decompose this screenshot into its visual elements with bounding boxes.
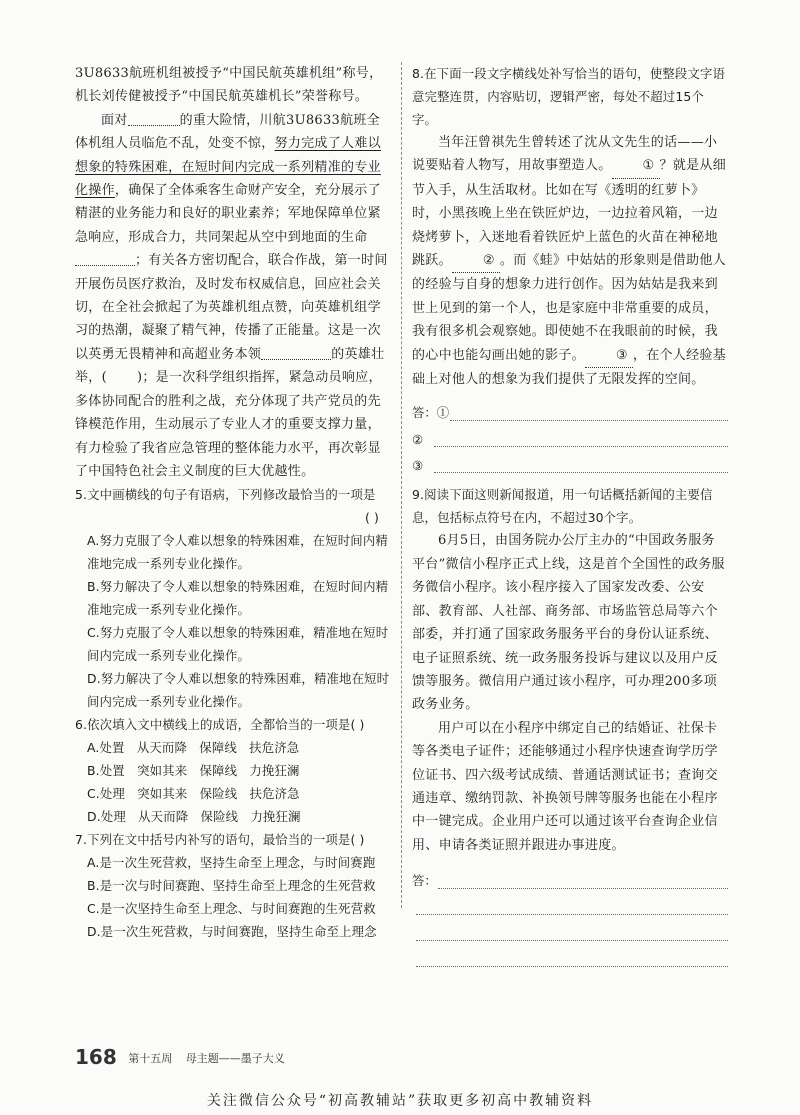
q8-answer-3[interactable]: ③ bbox=[412, 447, 728, 473]
q7-option-b[interactable]: B.是一次与时间赛跑、坚持生命至上理念的生死营救 bbox=[87, 878, 376, 894]
page-number: 168 bbox=[75, 1045, 117, 1069]
week-label: 第十五周 bbox=[128, 1052, 173, 1065]
q7-option-c[interactable]: C.是一次坚持生命至上理念、与时间赛跑的生死营救 bbox=[87, 901, 376, 917]
question-9: 9.阅读下面这则新闻报道，用一句话概括新闻的主要信息，包括标点符号在内，不超过30个字。 bbox=[412, 487, 713, 526]
page-footer bbox=[75, 1045, 285, 1069]
q9-answer-line-4[interactable] bbox=[412, 941, 728, 967]
news-paragraph-2: 用户可以在小程序中绑定自己的结婚证、社保卡等各类电子证件；还能够通过小程序快速查询学历学位证书、四六级考试成绩、普通话测试证书；查询交通违章、缴纳罚款、补换领号牌等服务也能在小程序中一键完成。企业用户还可以通过该平台查询企业信用、申请各类证照并跟进办事进度。 bbox=[412, 720, 718, 853]
left-column bbox=[75, 62, 393, 943]
q5-option-a[interactable]: A.努力克服了令人难以想象的特殊困难，在短时间内精准地完成一系列专业化操作。 bbox=[87, 533, 388, 572]
question-5-answer-paren: ( ) bbox=[364, 510, 379, 526]
answer-line[interactable] bbox=[416, 926, 728, 941]
q5-option-d[interactable]: D.努力解决了令人难以想象的特殊困难，精准地在短时间内完成一系列专业化操作。 bbox=[87, 671, 390, 710]
answer-line[interactable] bbox=[434, 432, 728, 447]
answer-line[interactable] bbox=[416, 952, 728, 967]
underlined-sentence: 努力完成了人难以想象的特殊困难，在短时间内完成一系列精准的专业化操作 bbox=[75, 136, 381, 199]
answer-line[interactable] bbox=[434, 458, 728, 473]
q6-option-a[interactable]: A.处置 从天而降 保障线 扶危济急 bbox=[87, 740, 300, 756]
q6-option-b[interactable]: B.处置 突如其来 保障线 力挽狂澜 bbox=[87, 763, 300, 779]
blank-3 bbox=[261, 345, 331, 360]
blank-1 bbox=[128, 111, 180, 126]
award-paragraph: 3U8633航班机组被授予“中国民航英雄机组”称号，机长刘传健被授予“中国民航英雄机长”荣誉称号。 bbox=[75, 66, 383, 105]
q9-answer[interactable]: 答： bbox=[412, 863, 728, 889]
q8-answer-1[interactable]: 答：① bbox=[412, 395, 728, 421]
right-column bbox=[412, 62, 728, 967]
q5-option-b[interactable]: B.努力解决了令人难以想象的特殊困难，在短时间内精准地完成一系列专业化操作。 bbox=[87, 579, 389, 618]
blank-marker-3: ③ bbox=[585, 344, 633, 368]
column-divider bbox=[401, 62, 402, 908]
question-5: 5.文中画横线的句子有语病，下列修改最恰当的一项是 bbox=[75, 487, 376, 503]
blank-2 bbox=[75, 251, 135, 266]
blank-marker-2: ② bbox=[452, 249, 500, 273]
answer-line[interactable] bbox=[450, 406, 728, 421]
q8-answer-2[interactable]: ② bbox=[412, 421, 728, 447]
q9-answer-line-2[interactable] bbox=[412, 889, 728, 915]
q7-option-a[interactable]: A.是一次生死营救，坚持生命至上理念，与时间赛跑 bbox=[87, 855, 376, 871]
q6-option-c[interactable]: C.处理 突如其来 保险线 扶危济急 bbox=[87, 786, 300, 802]
q9-answer-line-3[interactable] bbox=[412, 915, 728, 941]
answer-line[interactable] bbox=[416, 900, 728, 915]
blank-marker-1: ① bbox=[612, 154, 660, 178]
theme-label: 母主题——墨子大义 bbox=[185, 1052, 285, 1065]
question-6: 6.依次填入文中横线上的成语，全都恰当的一项是( ) bbox=[75, 717, 365, 733]
question-7: 7.下列在文中括号内补写的语句，最恰当的一项是( ) bbox=[75, 832, 365, 848]
q5-option-c[interactable]: C.努力克服了令人难以想象的特殊困难，精准地在短时间内完成一系列专业化操作。 bbox=[87, 625, 389, 664]
question-8: 8.在下面一段文字横线处补写恰当的语句，使整段文字语意完整连贯，内容贴切，逻辑严密，每处不超过15个字。 bbox=[412, 66, 726, 127]
passage-paragraph: 面对 的重大险情，川航3U8633航班全体机组人员临危不乱，处变不惊，努力完成了人难以想象的特殊困难，在短时间内完成一系列精准的专业化操作，确保了全体乘客生命财产安全，充分展示了精湛的业务能力和良好的职业素养；军地保障单位紧急响应，形成合力，共同架起从空中到地面的生命；有关各方密切配合，联合作战，第一时间开展伤员医疗救治，及时发布权威信息，回应社会关切，在全社会掀起了为英雄机组点赞，向英雄机组学习的热潮，凝聚了精气神，传播了正能量。这是一次以英勇无畏精神和高超业务本领 的英雄壮举，( )；是一次科学组织指挥，紧急动员响应，多体协同配合的胜利之战，充分体现了共产党员的先锋模范作用，生动展示了专业人才的重要支撑力量，有力检验了我省应急管理的整体能力水平，再次彰显了中国特色社会主义制度的巨大优越性。 bbox=[75, 112, 388, 479]
question-8-passage: 当年汪曾祺先生曾转述了沈从文先生的话——小说要贴着人物写，用故事塑造人。 ① ？就是从细节入手，从生活取材。比如在写《透明的红萝卜》时，小黑孩晚上坐在铁匠炉边，一边拉着风箱，一边烧烤萝卜，入迷地看着铁匠炉上蓝色的火苗在神秘地跳跃。 ② 。而《蛙》中姑姑的形象则是借助他人的经验与自身的想象力进行创作。因为姑姑是我来到世上见到的第一个人，也是家庭中非常重要的成员，我有很多机会观察她。即使她不在我眼前的时候，我的心中也能勾画出她的影子。 ③ ，在个人经验基础上对他人的想象为我们提供了无限发挥的空间。 bbox=[412, 135, 727, 388]
q7-option-d[interactable]: D.是一次生死营救，与时间赛跑，坚持生命至上理念 bbox=[87, 924, 377, 940]
promo-note: 关注微信公众号“初高教辅站”获取更多初高中教辅资料 bbox=[206, 1093, 594, 1109]
news-paragraph-1: 6月5日，由国务院办公厅主办的“中国政务服务平台”微信小程序正式上线，这是首个全国性的政务服务微信小程序。该小程序接入了国家发改委、公安部、教育部、人社部、商务部、市场监管总局等六个部委，并打通了国家政务服务平台的身份认证系统、电子证照系统、统一政务服务投诉与建议以及用户反馈等服务。微信用户通过该小程序，可办理200多项政务业务。 bbox=[412, 533, 725, 713]
q6-option-d[interactable]: D.处理 从天而降 保险线 力挽狂澜 bbox=[87, 809, 301, 825]
answer-line[interactable] bbox=[438, 874, 728, 889]
